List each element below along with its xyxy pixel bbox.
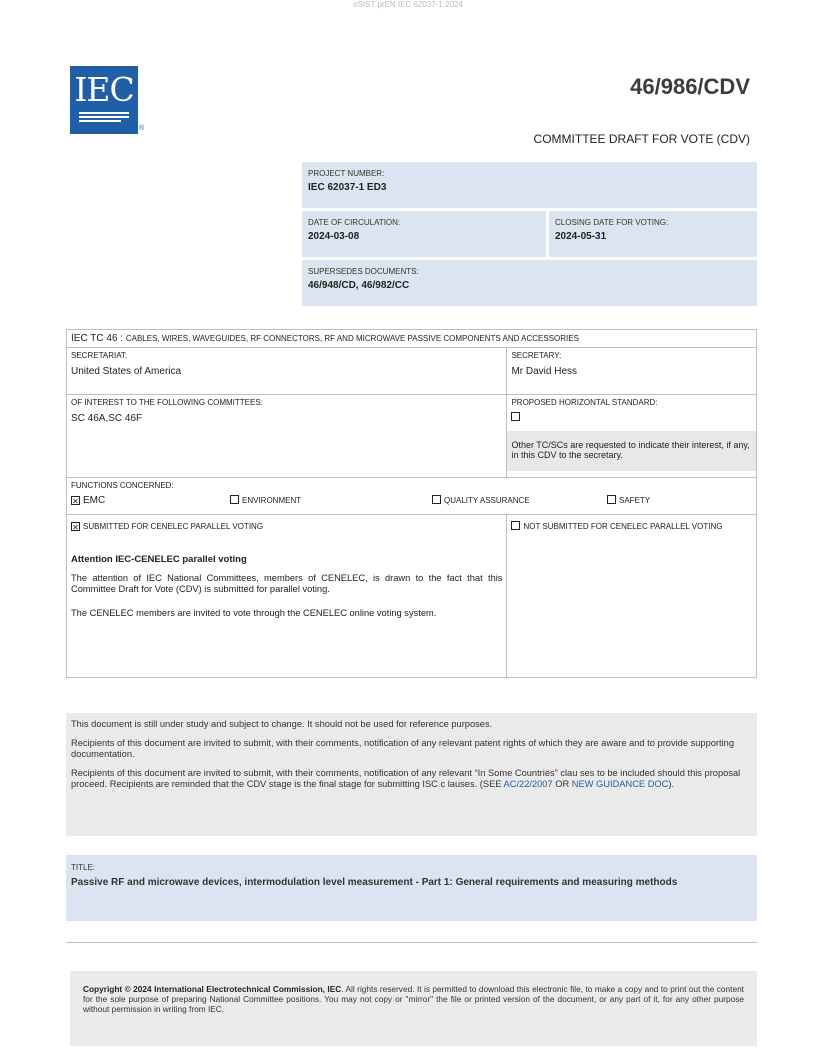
function-emc-label: EMC [83,495,106,506]
horizontal-checkbox[interactable] [511,412,520,421]
functions-cell [67,478,757,515]
title-box [66,855,757,921]
circulation-date: 2024-03-08 [308,231,360,242]
closing-label: CLOSING DATE FOR VOTING: [555,218,669,227]
submitted-checkbox[interactable]: ✕ [72,523,79,532]
copyright-text: . All rights reserved. It is permitted to download this electronic file, to make a copy and to print out the content for the sole purpose of preparing National Committee positions. You may not copy or "mirror" the file or printed version of the document, or any part of it, for any other purpose without permission in writing from IEC. [83,984,744,1014]
divider [66,942,757,943]
document-type: COMMITTEE DRAFT FOR VOTE (CDV) [533,132,750,146]
notice-p2: Recipients of this document are invited to submit, with their comments, notification of any relevant patent rights of which they are aware and to provide supporting documentation. [71,738,735,759]
notice-p3 [71,768,752,790]
tc-prefix: IEC TC 46 : [71,333,126,344]
horizontal-note: Other TC/SCs are requested to indicate their interest, if any, in this CDV to the secretary. [507,431,756,471]
iec-logo [70,66,138,134]
interest-cell [67,395,507,478]
submitted-label: SUBMITTED FOR CENELEC PARALLEL VOTING [83,522,264,531]
functions-label: FUNCTIONS CONCERNED: [71,481,174,490]
function-quality-label: QUALITY ASSURANCE [444,496,530,505]
supersedes: 46/948/CD, 46/982/CC [308,280,410,291]
title-label: TITLE: [71,863,96,872]
horizontal-label: PROPOSED HORIZONTAL STANDARD: [511,398,658,407]
not-submitted-cell [507,515,757,678]
attention-p1: The attention of IEC National Committees, members of CENELEC, is drawn to the fact that this Committee Draft for Vote (CDV) is submitted for parallel voting. [71,573,503,594]
secretariat: United States of America [71,366,182,377]
function-environment[interactable] [230,495,301,506]
document-title: Passive RF and microwave devices, intermodulation level measurement - Part 1: General requirements and measuring methods [71,877,678,888]
closing-date: 2024-05-31 [555,231,607,242]
project-number-label: PROJECT NUMBER: [308,169,385,178]
project-number-cell [302,162,757,208]
supersedes-label: SUPERSEDES DOCUMENTS: [308,267,419,276]
horizontal-cell [507,395,757,478]
tc-name: CABLES, WIRES, WAVEGUIDES, RF CONNECTORS, RF AND MICROWAVE PASSIVE COMPONENTS AND ACCESSORIES [125,334,579,343]
registered-mark: ® [139,125,145,132]
secretary-cell [507,348,757,395]
notice-p1: This document is still under study and subject to change. It should not be used for reference purposes. [71,719,493,729]
secretariat-cell [67,348,507,395]
project-number: IEC 62037-1 ED3 [308,182,387,193]
notice-box [66,713,757,836]
tc-row [67,330,757,348]
closing-cell [549,211,757,257]
supersedes-cell [302,260,757,306]
document-number: 46/986/CDV [630,74,750,99]
logo-text: IEC [74,70,134,109]
checkbox-icon [607,495,616,504]
secretary: Mr David Hess [511,366,578,377]
not-submitted-checkbox[interactable] [511,521,520,530]
submitted-cell [67,515,507,678]
ac-22-2007-link[interactable]: AC/22/2007 [503,779,553,789]
copyright-box [70,971,757,1046]
attention-title: Attention IEC-CENELEC parallel voting [71,554,247,565]
function-environment-label: ENVIRONMENT [242,496,302,505]
notice-or: OR [552,779,572,789]
committee-table [66,329,757,678]
circulation-label: DATE OF CIRCULATION: [308,218,401,227]
interest: SC 46A,SC 46F [71,413,143,424]
notice-close: ). [668,779,675,789]
logo-line [79,120,121,122]
secretariat-label: SECRETARIAT: [71,351,128,360]
secretary-label: SECRETARY: [511,351,562,360]
checkbox-icon [230,495,239,504]
function-safety-label: SAFETY [619,496,651,505]
watermark: oSIST prEN IEC 62037-1:2024 [353,0,463,9]
function-quality[interactable] [432,495,530,506]
checkbox-icon [432,495,441,504]
circulation-cell [302,211,546,257]
attention-p2: The CENELEC members are invited to vote through the CENELEC online voting system. [71,608,437,618]
not-submitted-label: NOT SUBMITTED FOR CENELEC PARALLEL VOTING [523,522,723,531]
new-guidance-doc-link[interactable]: NEW GUIDANCE DOC [571,779,669,789]
checked-checkbox-icon: ✕ [72,497,79,506]
function-safety[interactable] [607,495,650,506]
logo-line [79,112,129,114]
notice-p3-text: Recipients of this document are invited to submit, with their comments, notification of any relevant “In Some Countries” clau ses to be included should this proposal proceed. Recipients are reminded that the CDV stage is the final stage for submitting ISC c lauses. [71,768,741,789]
function-emc[interactable] [71,495,105,506]
project-info [302,162,757,306]
copyright-bold: Copyright © 2024 International Electrotechnical Commission, IEC [83,984,342,994]
interest-label: OF INTEREST TO THE FOLLOWING COMMITTEES: [71,398,263,407]
notice-see: (SEE [479,779,504,789]
logo-line [79,116,129,118]
